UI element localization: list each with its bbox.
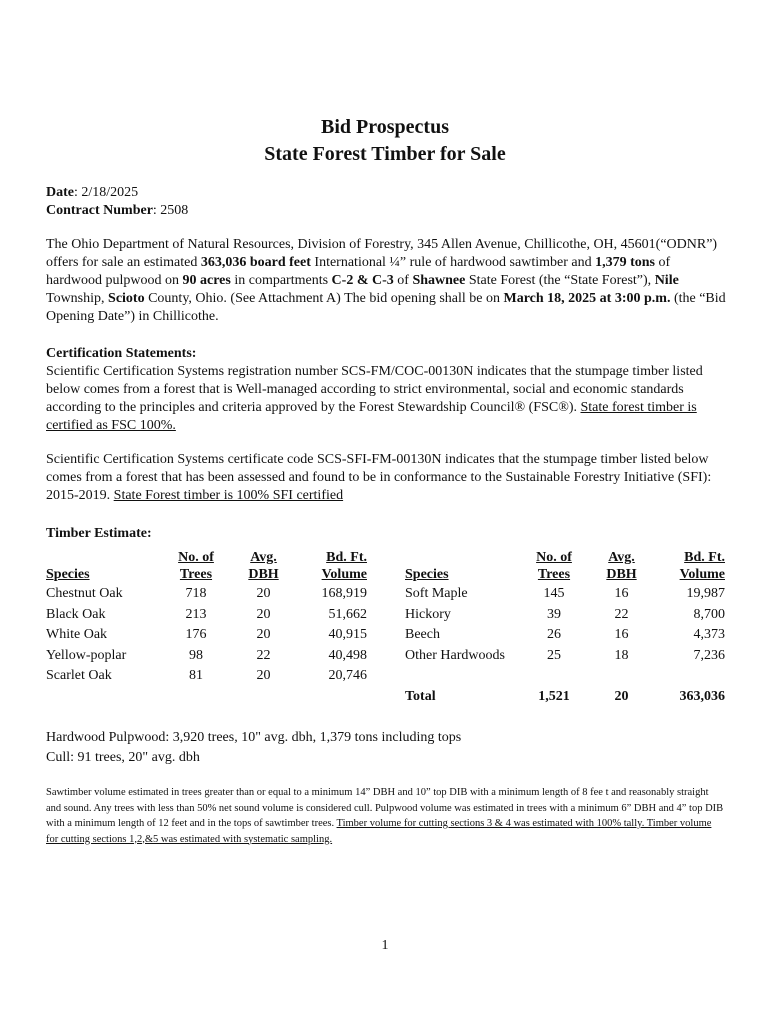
table-cell: 20 bbox=[256, 606, 271, 622]
table-cell: 98 bbox=[189, 647, 203, 663]
table-cell: 7,236 bbox=[693, 647, 725, 663]
contract-label: Contract Number bbox=[46, 203, 153, 218]
table-cell: Scarlet Oak bbox=[46, 668, 112, 683]
right-volume-column bbox=[658, 584, 725, 707]
table-cell: 213 bbox=[185, 606, 207, 622]
table-cell: 22 bbox=[256, 647, 271, 663]
date-line bbox=[46, 184, 138, 202]
cull-line: Cull: 91 trees, 20" avg. dbh bbox=[46, 750, 200, 765]
certification-sfi-paragraph: Scientific Certification Systems certificate code SCS-SFI-FM-00130N indicates that the stumpage timber listed below comes from a forest that has been assessed and found to be in conformance to the Sustainable Forestry Initiative (SFI): 2015-2019. State Forest timber is 100% SFI certified bbox=[46, 452, 712, 503]
table-cell: 26 bbox=[547, 627, 561, 642]
table-cell: 18 bbox=[614, 647, 629, 663]
table-cell: 22 bbox=[614, 606, 629, 622]
right-dbh-header: Avg. DBH bbox=[606, 550, 637, 582]
table-cell: 51,662 bbox=[328, 606, 367, 622]
table-cell: 40,498 bbox=[328, 647, 367, 663]
right-species-column bbox=[405, 584, 525, 707]
left-species-column bbox=[46, 584, 166, 687]
table-cell: Black Oak bbox=[46, 606, 106, 622]
table-cell: Chestnut Oak bbox=[46, 586, 123, 601]
intro-paragraph: The Ohio Department of Natural Resources, Division of Forestry, 345 Allen Avenue, Chillicothe, OH, 45601(“ODNR”) offers for sale an estimated 363,036 board feet International ¼” rule of hardwood sawtimber and 1,379 tons of hardwood pulpwood on 90 acres in compartments C-2 & C-3 of Shawnee State Forest (the “State Forest”), Nile Township, Scioto County, Ohio. (See Attachment A) The bid opening shall be on March 18, 2025 at 3:00 p.m. (the “Bid Opening Date”) in Chillicothe. bbox=[46, 237, 726, 324]
table-cell: 16 bbox=[614, 627, 629, 642]
table-cell: 176 bbox=[185, 627, 207, 642]
table-cell: Hickory bbox=[405, 606, 451, 622]
footnote-underlined: Timber volume for cutting sections 3 & 4 was estimated with 100% tally. Timber volume for cutting sections 1,2,&5 was estimated with systematic sampling. bbox=[46, 818, 712, 845]
date-label: Date bbox=[46, 185, 74, 200]
right-dbh-column bbox=[594, 584, 649, 707]
certification-fsc-underlined: State forest timber is certified as FSC 100%. bbox=[46, 400, 697, 433]
contract-line bbox=[46, 202, 188, 220]
right-trees-column bbox=[524, 584, 584, 707]
document-subtitle: State Forest Timber for Sale bbox=[264, 143, 506, 165]
table-cell: 718 bbox=[185, 586, 207, 601]
contract-value: : 2508 bbox=[152, 203, 189, 218]
table-cell: 40,915 bbox=[328, 627, 367, 642]
left-species-header: Species bbox=[46, 567, 90, 582]
table-cell: Beech bbox=[405, 627, 440, 642]
table-cell: 25 bbox=[547, 647, 561, 663]
table-cell: 16 bbox=[614, 586, 629, 601]
certification-sfi-underlined: State Forest timber is 100% SFI certified bbox=[113, 488, 344, 503]
table-cell: White Oak bbox=[46, 627, 108, 642]
left-volume-header: Bd. Ft. Volume bbox=[321, 550, 367, 582]
table-cell: 168,919 bbox=[321, 586, 367, 601]
left-dbh-header: Avg. DBH bbox=[248, 550, 279, 582]
right-trees-header: No. of Trees bbox=[536, 550, 572, 582]
table-cell: Other Hardwoods bbox=[405, 647, 505, 663]
table-cell: 39 bbox=[547, 606, 561, 622]
certification-section bbox=[46, 345, 726, 435]
left-trees-column bbox=[166, 584, 226, 687]
pulpwood-line: Hardwood Pulpwood: 3,920 trees, 10" avg. dbh, 1,379 tons including tops bbox=[46, 730, 462, 745]
table-cell: 20 bbox=[256, 627, 271, 642]
table-cell: 20 bbox=[256, 586, 271, 601]
table-cell: 19,987 bbox=[686, 586, 725, 601]
document-title: Bid Prospectus bbox=[321, 116, 449, 138]
page-number: 1 bbox=[381, 938, 389, 953]
left-volume-column bbox=[300, 584, 367, 687]
date-value: : 2/18/2025 bbox=[74, 185, 139, 200]
footnote-paragraph: Sawtimber volume estimated in trees greater than or equal to a minimum 14” DBH and 10” top DIB with a minimum length of 8 fee t and reasonably straight and sound. Any trees with less than 50% net sound volume is considered cull. Pulpwood volume was estimated in trees with a minimum 6” DBH and 4” top DIB with a minimum length of 12 feet and in the tops of sawtimber trees. Timber volume for cutting sections 3 & 4 was estimated with 100% tally. Timber volume for cutting sections 1,2,&5 was estimated with systematic sampling. bbox=[46, 787, 724, 845]
table-cell: 81 bbox=[189, 668, 203, 683]
total-dbh: 20 bbox=[614, 688, 629, 704]
total-trees: 1,521 bbox=[538, 688, 570, 704]
table-cell: 145 bbox=[543, 586, 565, 601]
right-species-header: Species bbox=[405, 567, 449, 582]
timber-estimate-heading: Timber Estimate: bbox=[46, 526, 152, 541]
total-volume: 363,036 bbox=[679, 688, 725, 704]
table-cell: Soft Maple bbox=[405, 586, 468, 601]
total-label: Total bbox=[405, 688, 436, 704]
table-cell: Yellow-poplar bbox=[46, 647, 127, 663]
left-dbh-column bbox=[236, 584, 291, 687]
certification-fsc-text: Scientific Certification Systems registration number SCS-FM/COC-00130N indicates that the stumpage timber listed below comes from a forest that is Well-managed according to strict environmental, social and economic standards according to the principles and criteria approved by the Forest Stewardship Council® (FSC®). bbox=[46, 364, 703, 415]
table-cell: 8,700 bbox=[693, 606, 725, 622]
certification-heading: Certification Statements: bbox=[46, 346, 197, 361]
left-trees-header: No. of Trees bbox=[178, 550, 214, 582]
table-cell: 20,746 bbox=[328, 668, 367, 683]
right-volume-header: Bd. Ft. Volume bbox=[679, 550, 725, 582]
table-cell: 20 bbox=[256, 668, 271, 683]
table-cell: 4,373 bbox=[693, 627, 725, 642]
